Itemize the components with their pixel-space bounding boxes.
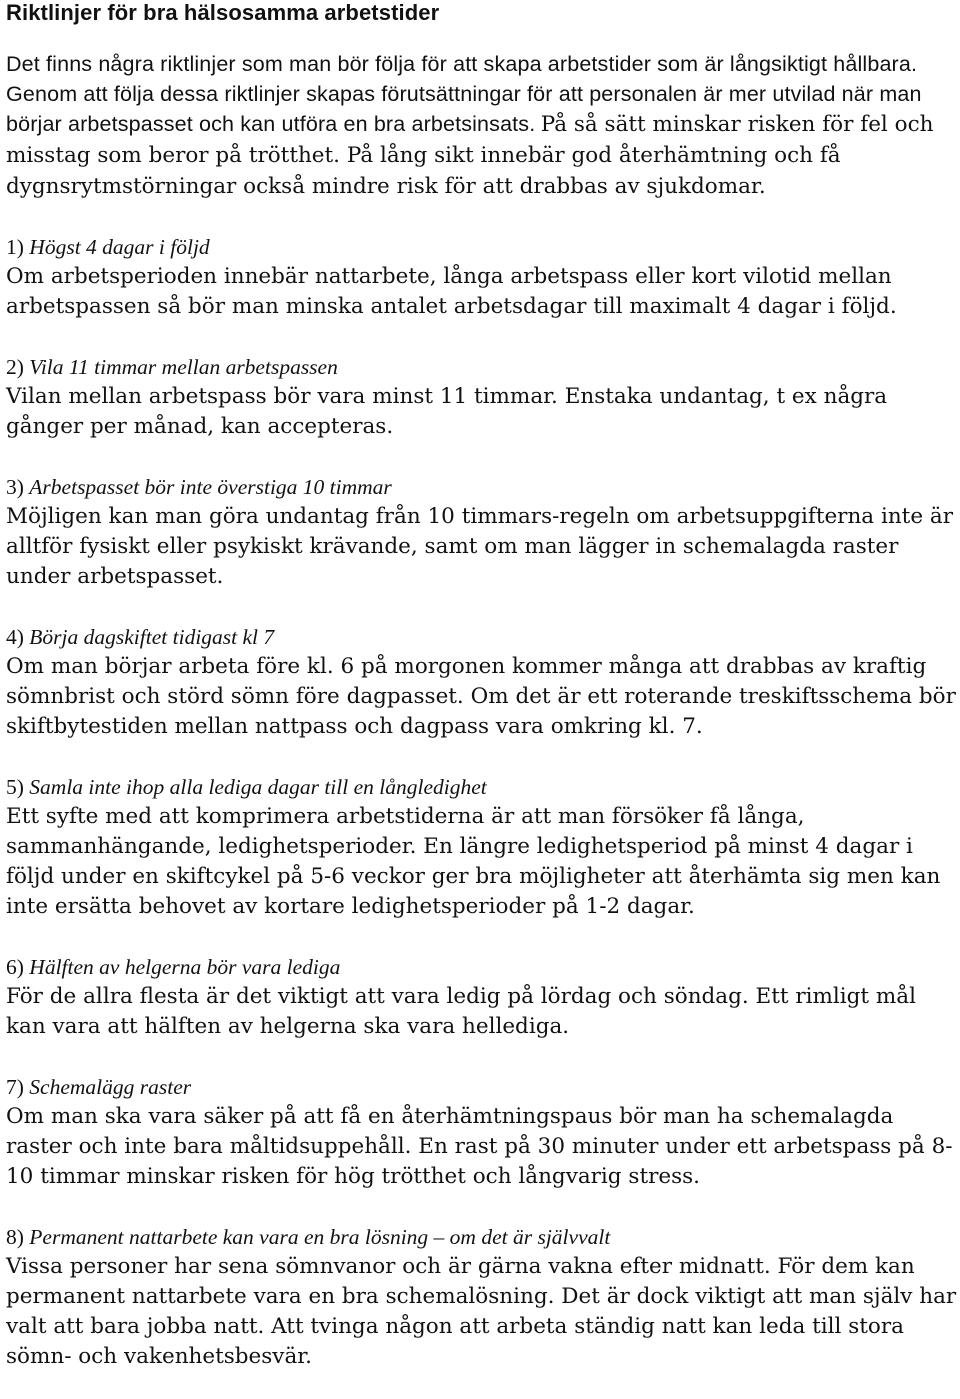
- guideline-section: [6, 232, 958, 322]
- guideline-body: Vissa personer har sena sömnvanor och är gärna vakna efter midnatt. För dem kan permanent nattarbete vara en bra schemalösning. Det är dock viktigt att man själv har valt att bara jobba natt. Att tvinga någon att arbeta ständig natt kan leda till stora sömn- och vakenhetsbesvär.: [6, 1254, 957, 1369]
- guideline-section: [6, 1222, 958, 1372]
- guideline-body: Ett syfte med att komprimera arbetstiderna är att man försöker få långa, sammanhängande, ledighetsperioder. En längre ledighetsperiod på minst 4 dagar i följd under en skiftcykel på 5-6 veckor ger bra möjligheter att återhämta sig men kan inte ersätta behovet av kortare ledighetsperioder på 1-2 dagar.: [6, 804, 941, 919]
- guideline-heading: 1) Högst 4 dagar i följd: [6, 235, 210, 259]
- intro-paragraph: [6, 49, 958, 202]
- guideline-section: [6, 772, 958, 922]
- guideline-section: [6, 622, 958, 742]
- guideline-heading: 3) Arbetspasset bör inte överstiga 10 timmar: [6, 475, 392, 499]
- guideline-heading: 5) Samla inte ihop alla lediga dagar till en långledighet: [6, 775, 487, 799]
- document-title: Riktlinjer för bra hälsosamma arbetstider: [6, 0, 440, 25]
- document-page: [6, 0, 958, 1372]
- guideline-heading: 6) Hälften av helgerna bör vara lediga: [6, 955, 341, 979]
- guideline-section: [6, 1072, 958, 1192]
- guideline-body: För de allra flesta är det viktigt att vara ledig på lördag och söndag. Ett rimligt mål kan vara att hälften av helgerna ska vara hellediga.: [6, 984, 916, 1039]
- guideline-body: Om man börjar arbeta före kl. 6 på morgonen kommer många att drabbas av kraftig sömnbrist och störd sömn före dagpasset. Om det är ett roterande treskiftsschema bör skiftbytestiden mellan nattpass och dagpass vara omkring kl. 7.: [6, 654, 956, 739]
- guideline-section: [6, 952, 958, 1042]
- guideline-heading: 8) Permanent nattarbete kan vara en bra lösning – om det är självvalt: [6, 1225, 611, 1249]
- guideline-section: [6, 472, 958, 592]
- guideline-body: Om man ska vara säker på att få en återhämtningspaus bör man ha schemalagda raster och inte bara måltidsuppehåll. En rast på 30 minuter under ett arbetspass på 8-10 timmar minskar risken för hög trötthet och långvarig stress.: [6, 1104, 953, 1189]
- guideline-body: Vilan mellan arbetspass bör vara minst 11 timmar. Enstaka undantag, t ex några gånger per månad, kan accepteras.: [6, 384, 888, 439]
- guideline-heading: 2) Vila 11 timmar mellan arbetspassen: [6, 355, 338, 379]
- guideline-section: [6, 352, 958, 442]
- guideline-heading: 7) Schemalägg raster: [6, 1075, 192, 1099]
- guideline-body: Möjligen kan man göra undantag från 10 timmars-regeln om arbetsuppgifterna inte är alltför fysiskt eller psykiskt krävande, samt om man lägger in schemalagda raster under arbetspasset.: [6, 504, 953, 589]
- guideline-heading: 4) Börja dagskiftet tidigast kl 7: [6, 625, 275, 649]
- intro-text-serif: På så sätt minskar risken för fel och misstag som beror på trötthet. På lång sikt innebär god återhämtning och få dygnsrytmstörningar också mindre risk för att drabbas av sjukdomar.: [6, 112, 934, 199]
- guideline-body: Om arbetsperioden innebär nattarbete, långa arbetspass eller kort vilotid mellan arbetspassen så bör man minska antalet arbetsdagar till maximalt 4 dagar i följd.: [6, 264, 897, 319]
- intro-text-sans: Det finns några riktlinjer som man bör följa för att skapa arbetstider som är långsiktigt hållbara. Genom att följa dessa riktlinjer skapas förutsättningar för att personalen är mer utvilad när man börjar arbetspasset och kan utföra en bra arbetsinsats.: [6, 52, 922, 136]
